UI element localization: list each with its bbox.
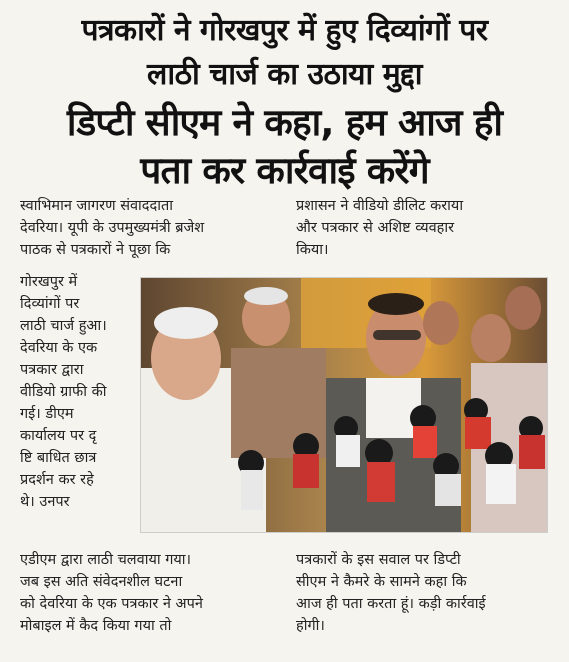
- text-line: प्रदर्शन कर रहे: [20, 472, 94, 488]
- text-line: वीडियो ग्राफी की: [20, 384, 107, 400]
- news-photo-illustration: [141, 278, 547, 532]
- text-line: को देवरिया के एक पत्रकार ने अपने: [20, 596, 203, 612]
- text-line: प्रशासन ने वीडियो डीलिट कराया: [296, 198, 464, 214]
- text-line: पत्रकार द्वारा: [20, 362, 84, 378]
- text-line: होगी।: [296, 618, 325, 634]
- text-line: गोरखपुर में: [20, 274, 78, 290]
- text-line: थे। उनपर: [20, 494, 70, 510]
- article-right-top: [296, 195, 556, 261]
- headline-line-1: पत्रकारों ने गोरखपुर में हुए दिव्यांगों पर: [81, 13, 488, 48]
- headline-line-2: लाठी चार्ज का उठाया मुद्दा: [146, 57, 423, 92]
- text-line: सीएम ने कैमरे के सामने कहा कि: [296, 574, 467, 590]
- text-line: लाठी चार्ज हुआ।: [20, 318, 107, 334]
- text-line: स्वाभिमान जागरण संवाददाता: [20, 198, 173, 214]
- text-line: पत्रकारों के इस सवाल पर डिप्टी: [296, 552, 461, 568]
- text-line: देवरिया। यूपी के उपमुख्यमंत्री ब्रजेश: [20, 220, 205, 236]
- article-left-narrow: [20, 271, 138, 513]
- text-line: पाठक से पत्रकारों ने पूछा कि: [20, 242, 171, 258]
- text-line: मोबाइल में कैद किया गया तो: [20, 618, 172, 634]
- subheadline-line-1: डिप्टी सीएम ने कहा, हम आज ही: [66, 101, 503, 144]
- text-line: एडीएम द्वारा लाठी चलवाया गया।: [20, 552, 192, 568]
- text-line: और पत्रकार से अशिष्ट व्यवहार: [296, 220, 455, 236]
- text-line: कार्यालय पर दृ: [20, 428, 97, 444]
- article-left-bottom: [20, 549, 282, 637]
- news-photo: [140, 277, 548, 533]
- subheadline-line-2: पता कर कार्रवाई करेंगे: [140, 149, 429, 192]
- text-line: दिव्यांगों पर: [20, 296, 80, 312]
- text-line: ष्टि बाधित छात्र: [20, 450, 97, 466]
- text-line: देवरिया के एक: [20, 340, 98, 356]
- text-line: जब इस अति संवेदनशील घटना: [20, 574, 183, 590]
- article-right-bottom: [296, 549, 556, 637]
- article-left-top: [20, 195, 282, 261]
- text-line: किया।: [296, 242, 329, 258]
- text-line: गई। डीएम: [20, 406, 74, 422]
- text-line: आज ही पता करता हूं। कड़ी कार्रवाई: [296, 596, 486, 612]
